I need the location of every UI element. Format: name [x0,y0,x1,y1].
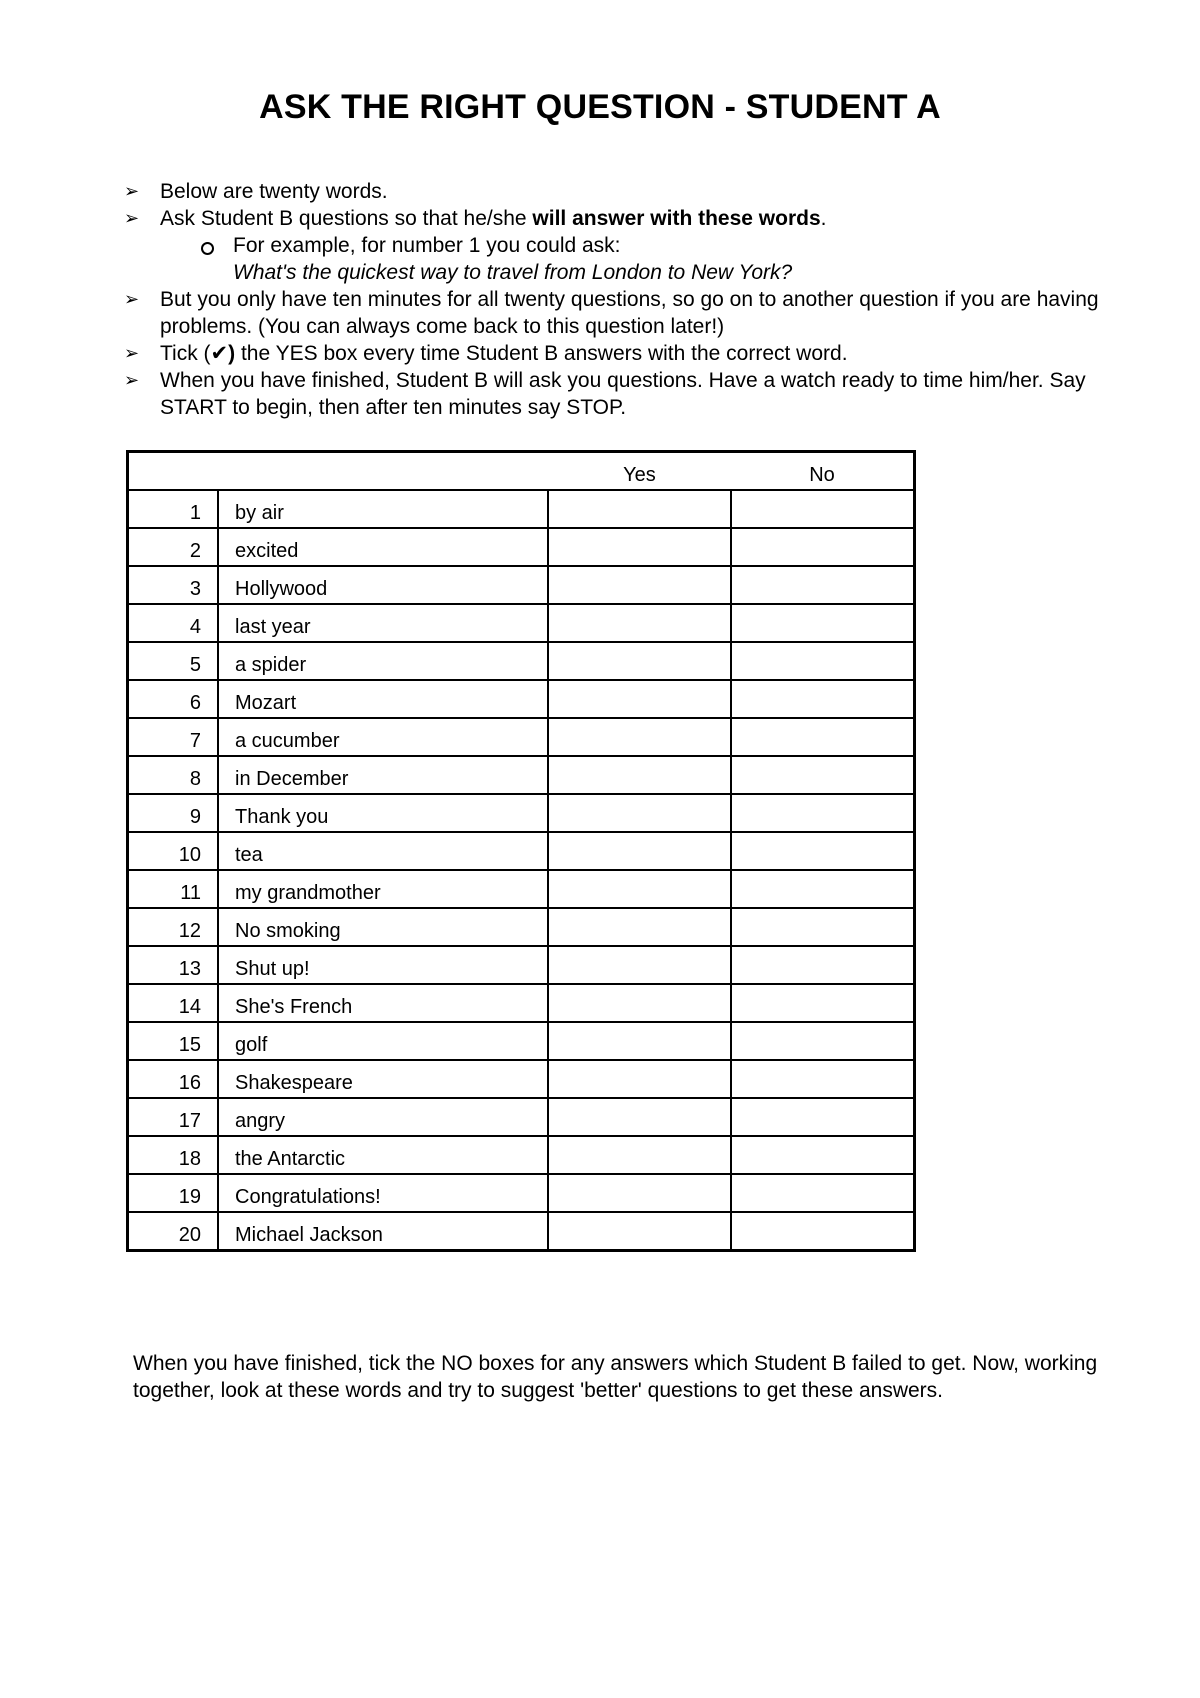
yes-checkbox-cell[interactable] [548,528,731,566]
instruction-text: . [820,207,827,230]
table-row [128,870,915,908]
header-blank [218,452,548,491]
instruction-item [124,340,1134,367]
no-checkbox-cell[interactable] [731,908,915,946]
yes-checkbox-cell[interactable] [548,1098,731,1136]
target-word: golf [218,1022,548,1060]
no-checkbox-cell[interactable] [731,832,915,870]
target-word: in December [218,756,548,794]
table-row [128,1136,915,1174]
instruction-item [124,367,1134,421]
target-word: excited [218,528,548,566]
no-checkbox-cell[interactable] [731,1174,915,1212]
row-number: 10 [128,832,219,870]
target-word: a cucumber [218,718,548,756]
page-title: ASK THE RIGHT QUESTION - STUDENT A [259,88,941,126]
circle-bullet-icon [201,242,214,255]
row-number: 14 [128,984,219,1022]
row-number: 7 [128,718,219,756]
row-number: 13 [128,946,219,984]
yes-checkbox-cell[interactable] [548,946,731,984]
row-number: 18 [128,1136,219,1174]
yes-checkbox-cell[interactable] [548,718,731,756]
closing-instructions: When you have finished, tick the NO boxes for any answers which Student B failed to get. Now, working together, look at these words and try to suggest 'better' questions to get these answers. [133,1352,1098,1402]
header-no: No [731,452,915,491]
table-row [128,566,915,604]
target-word: a spider [218,642,548,680]
yes-checkbox-cell[interactable] [548,832,731,870]
row-number: 19 [128,1174,219,1212]
yes-checkbox-cell[interactable] [548,1136,731,1174]
example-intro: For example, for number 1 you could ask: [233,234,621,257]
instructions-list [124,178,1134,421]
target-word: No smoking [218,908,548,946]
no-checkbox-cell[interactable] [731,794,915,832]
table-row [128,908,915,946]
arrow-bullet-icon: ➢ [124,289,140,309]
table-row [128,642,915,680]
no-checkbox-cell[interactable] [731,1022,915,1060]
no-checkbox-cell[interactable] [731,642,915,680]
table-row [128,528,915,566]
no-checkbox-cell[interactable] [731,870,915,908]
instruction-text: Tick ( [160,342,211,365]
row-number: 6 [128,680,219,718]
target-word: angry [218,1098,548,1136]
header-blank [128,452,219,491]
table-row [128,490,915,528]
table-row [128,832,915,870]
arrow-bullet-icon: ➢ [124,181,140,201]
yes-checkbox-cell[interactable] [548,870,731,908]
instruction-text: the YES box every time Student B answers with the correct word. [235,342,848,365]
no-checkbox-cell[interactable] [731,1098,915,1136]
yes-checkbox-cell[interactable] [548,1022,731,1060]
table-row [128,946,915,984]
row-number: 15 [128,1022,219,1060]
table-header-row [128,452,915,491]
yes-checkbox-cell[interactable] [548,680,731,718]
no-checkbox-cell[interactable] [731,490,915,528]
no-checkbox-cell[interactable] [731,1136,915,1174]
target-word: last year [218,604,548,642]
row-number: 11 [128,870,219,908]
instruction-text: When you have finished, Student B will ask you questions. Have a watch ready to time him/her. Say START to begin, then after ten minutes say STOP. [160,369,1086,419]
yes-checkbox-cell[interactable] [548,490,731,528]
target-word: by air [218,490,548,528]
table-row [128,680,915,718]
instruction-item [124,286,1134,340]
header-yes: Yes [548,452,731,491]
yes-checkbox-cell[interactable] [548,984,731,1022]
table-row [128,1022,915,1060]
target-word: Mozart [218,680,548,718]
tick-symbol: ✔) [210,342,236,365]
yes-checkbox-cell[interactable] [548,1060,731,1098]
yes-checkbox-cell[interactable] [548,1212,731,1251]
target-word: She's French [218,984,548,1022]
target-word: the Antarctic [218,1136,548,1174]
instruction-emphasis: will answer with these words [532,207,821,230]
no-checkbox-cell[interactable] [731,718,915,756]
row-number: 5 [128,642,219,680]
no-checkbox-cell[interactable] [731,528,915,566]
yes-checkbox-cell[interactable] [548,566,731,604]
table-row [128,1060,915,1098]
instruction-item [124,178,1134,205]
instruction-item [124,205,1134,232]
table-row [128,1174,915,1212]
yes-checkbox-cell[interactable] [548,1174,731,1212]
row-number: 4 [128,604,219,642]
row-number: 2 [128,528,219,566]
instruction-subitem [124,232,1134,286]
row-number: 1 [128,490,219,528]
table-row [128,984,915,1022]
target-word: Michael Jackson [218,1212,548,1251]
row-number: 16 [128,1060,219,1098]
target-word: Hollywood [218,566,548,604]
no-checkbox-cell[interactable] [731,984,915,1022]
target-word: Shut up! [218,946,548,984]
yes-checkbox-cell[interactable] [548,756,731,794]
word-table [126,450,916,1252]
target-word: my grandmother [218,870,548,908]
target-word: Congratulations! [218,1174,548,1212]
row-number: 12 [128,908,219,946]
row-number: 17 [128,1098,219,1136]
table-row [128,756,915,794]
no-checkbox-cell[interactable] [731,680,915,718]
yes-checkbox-cell[interactable] [548,642,731,680]
no-checkbox-cell[interactable] [731,566,915,604]
yes-checkbox-cell[interactable] [548,604,731,642]
no-checkbox-cell[interactable] [731,756,915,794]
arrow-bullet-icon: ➢ [124,343,140,363]
arrow-bullet-icon: ➢ [124,370,140,390]
target-word: Shakespeare [218,1060,548,1098]
instruction-text: Below are twenty words. [160,180,388,203]
table-row [128,1098,915,1136]
target-word: tea [218,832,548,870]
row-number: 3 [128,566,219,604]
instruction-text: But you only have ten minutes for all twenty questions, so go on to another question if you are having problems. (You can always come back to this question later!) [160,288,1099,338]
table-row [128,604,915,642]
example-question: What's the quickest way to travel from London to New York? [233,261,793,284]
table-row [128,794,915,832]
row-number: 9 [128,794,219,832]
arrow-bullet-icon: ➢ [124,208,140,228]
no-checkbox-cell[interactable] [731,1212,915,1251]
target-word: Thank you [218,794,548,832]
no-checkbox-cell[interactable] [731,604,915,642]
row-number: 8 [128,756,219,794]
table-row [128,718,915,756]
no-checkbox-cell[interactable] [731,1060,915,1098]
yes-checkbox-cell[interactable] [548,908,731,946]
no-checkbox-cell[interactable] [731,946,915,984]
row-number: 20 [128,1212,219,1251]
table-row [128,1212,915,1251]
instruction-text: Ask Student B questions so that he/she [160,207,533,230]
yes-checkbox-cell[interactable] [548,794,731,832]
